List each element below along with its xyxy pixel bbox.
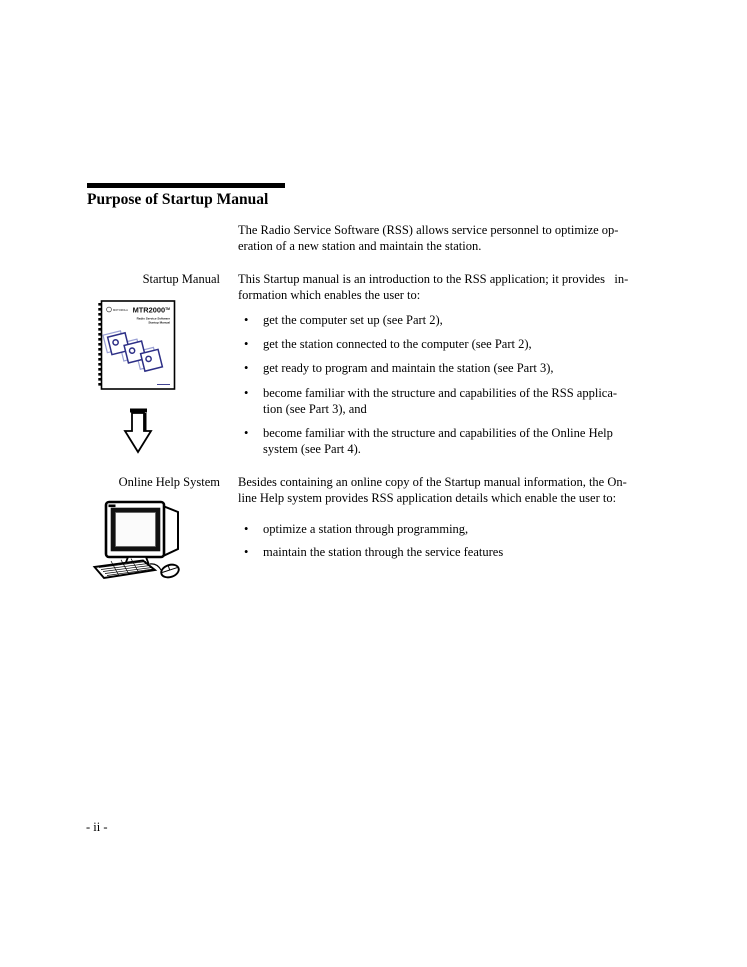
- bullet-marker: •: [244, 313, 249, 327]
- paragraph-line: The Radio Service Software (RSS) allows service personnel to optimize op-: [238, 223, 619, 237]
- bullet-marker: •: [244, 522, 249, 536]
- bullet-text: become familiar with the structure and capabilities of the Online Help: [263, 426, 613, 441]
- list-item: [238, 336, 668, 352]
- paragraph-line: eration of a new station and maintain the station.: [238, 239, 482, 254]
- bullet-marker: •: [244, 361, 249, 376]
- paragraph-line: Besides containing an online copy of the Startup manual information, the On-: [238, 475, 627, 489]
- list-item: [238, 312, 668, 328]
- paragraph-line: formation which enables the user to:: [238, 288, 421, 303]
- bullet-marker: •: [244, 385, 249, 400]
- startup-manual-cover-image: [97, 300, 176, 390]
- bullet-text: get ready to program and maintain the station (see Part 3),: [263, 361, 554, 376]
- page-title: Purpose of Startup Manual: [87, 191, 269, 208]
- intro-paragraph: [238, 222, 668, 254]
- online-help-label: Online Help System: [118, 475, 220, 489]
- cover-subtitle-1: Radio Service Software: [136, 316, 170, 321]
- cover-brand: MOTOROLA: [113, 308, 128, 312]
- paragraph-line: This Startup manual is an introduction to the RSS application; it provides in-: [238, 272, 629, 286]
- paragraph-line: line Help system provides RSS application details which enable the user to:: [238, 491, 617, 506]
- bullet-marker: •: [244, 544, 249, 559]
- bullet-text: optimize a station through programming,: [263, 522, 469, 536]
- bullet-marker: •: [244, 426, 249, 441]
- manual-cover-icon: [97, 300, 176, 390]
- online-help-paragraph: [238, 474, 668, 506]
- list-item: [238, 425, 668, 457]
- list-item: [238, 385, 668, 417]
- list-item: [238, 544, 668, 560]
- cover-subtitle-2: Startup Manual: [148, 320, 170, 325]
- cover-model-title: MTR2000™: [132, 305, 170, 315]
- bullet-text: become familiar with the structure and capabilities of the RSS applica-: [263, 385, 618, 400]
- online-help-bullet-list: [238, 521, 668, 566]
- list-item: [238, 360, 668, 376]
- mouse: [160, 563, 181, 580]
- screen: [113, 510, 158, 549]
- down-arrow-icon: [123, 406, 153, 456]
- bullet-text: tion (see Part 3), and: [263, 401, 367, 416]
- bullet-marker: •: [244, 337, 249, 352]
- bullet-text: get the computer set up (see Part 2),: [263, 313, 443, 327]
- startup-bullet-list: [238, 312, 668, 465]
- list-item: [238, 521, 668, 537]
- heading-rule: [87, 183, 285, 188]
- startup-paragraph: [238, 271, 668, 303]
- startup-manual-label: Startup Manual: [142, 272, 220, 286]
- monitor-badge: [109, 505, 116, 508]
- bullet-text: get the station connected to the computer (see Part 2),: [263, 337, 532, 352]
- desktop-computer-icon: [91, 497, 187, 581]
- bullet-text: maintain the station through the service features: [263, 544, 504, 559]
- bullet-text: system (see Part 4).: [263, 442, 361, 457]
- page-number: - ii -: [86, 820, 108, 834]
- computer-illustration: [91, 497, 187, 581]
